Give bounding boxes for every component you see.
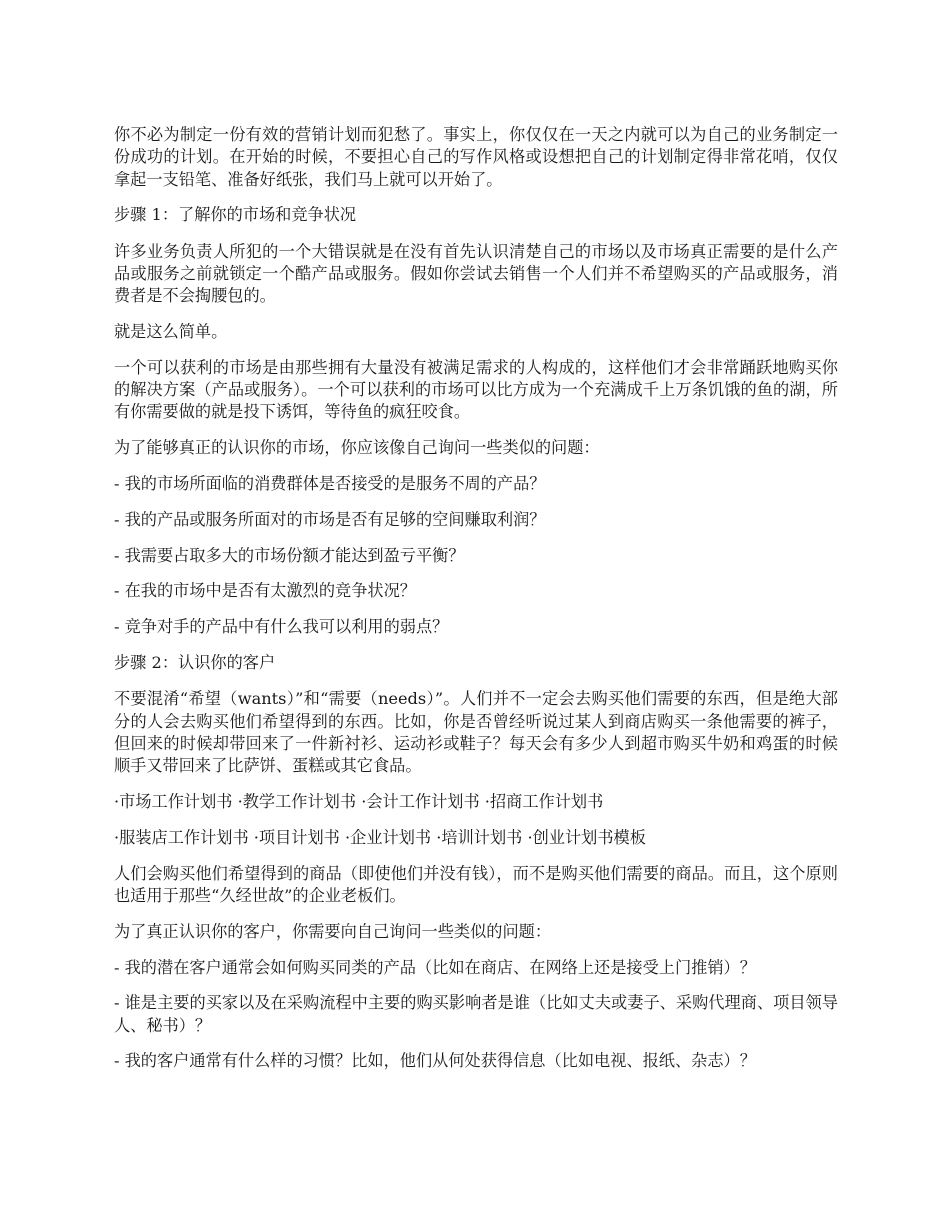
wants-needs-paragraph: 不要混淆“希望（wants）”和“需要（needs）”。人们并不一定会去购买他们需要的东西，但是绝大部分的人会去购买他们希望得到的东西。比如，你是否曾经听说过某人到商店购买一条他需要的裤子，但回来的时候却带回来了一件新衬衫、运动衫或鞋子？每天会有多少人到超市购买牛奶和鸡蛋的时候顺手又带回来了比萨饼、蛋糕或其它食品。 (114, 689, 838, 776)
related-plans-links-1[interactable]: ·市场工作计划书 ·教学工作计划书 ·会计工作计划书 ·招商工作计划书 (114, 792, 604, 812)
market-question-item: - 我的市场所面临的消费群体是否接受的是服务不周的产品？ (114, 474, 546, 494)
step-1-heading: 步骤 1：了解你的市场和竞争状况 (114, 205, 357, 225)
customer-question-item: - 我的潜在客户通常会如何购买同类的产品（比如在商店、在网络上还是接受上门推销）？ (114, 957, 756, 977)
market-question-item: - 我需要占取多大的市场份额才能达到盈亏平衡？ (114, 545, 465, 565)
buying-behavior-paragraph: 人们会购买他们希望得到的商品（即使他们并没有钱），而不是购买他们需要的商品。而且，这个原则也适用于那些“久经世故”的企业老板们。 (114, 863, 838, 905)
intro-paragraph: 你不必为制定一份有效的营销计划而犯愁了。事实上，你仅仅在一天之内就可以为自己的业务制定一份成功的计划。在开始的时候，不要担心自己的写作风格或设想把自己的计划制定得非常花哨，仅仅拿起一支铅笔、准备好纸张，我们马上就可以开始了。 (114, 125, 838, 189)
document-body (114, 124, 838, 1086)
simple-paragraph: 就是这么简单。 (114, 322, 228, 342)
profitable-market-paragraph: 一个可以获利的市场是由那些拥有大量没有被满足需求的人构成的，这样他们才会非常踊跃地购买你的解决方案（产品或服务）。一个可以获利的市场可以比方成为一个充满成千上万条饥饿的鱼的湖，所有你需要做的就是投下诱饵，等待鱼的疯狂咬食。 (114, 357, 838, 422)
market-question-item: - 我的产品或服务所面对的市场是否有足够的空间赚取利润？ (114, 509, 546, 529)
market-question-item: - 竞争对手的产品中有什么我可以利用的弱点？ (114, 617, 449, 637)
market-questions-intro: 为了能够真正的认识你的市场，你应该像自己询问一些类似的问题： (114, 438, 600, 458)
customer-question-item: - 我的客户通常有什么样的习惯？比如，他们从何处获得信息（比如电视、报纸、杂志）？ (114, 1051, 756, 1071)
market-mistake-paragraph: 许多业务负责人所犯的一个大错误就是在没有首先认识清楚自己的市场以及市场真正需要的是什么产品或服务之前就锁定一个酷产品或服务。假如你尝试去销售一个人们并不希望购买的产品或服务，消费者是不会掏腰包的。 (114, 241, 838, 306)
step-2-heading: 步骤 2：认识你的客户 (114, 653, 276, 673)
customer-question-item: - 谁是主要的买家以及在采购流程中主要的购买影响者是谁（比如丈夫或妻子、采购代理商、项目领导人、秘书）？ (114, 993, 838, 1035)
related-plans-links-2[interactable]: ·服装店工作计划书 ·项目计划书 ·企业计划书 ·培训计划书 ·创业计划书模板 (114, 827, 646, 847)
market-question-item: - 在我的市场中是否有太激烈的竞争状况？ (114, 581, 416, 601)
customer-questions-intro: 为了真正认识你的客户，你需要向自己询问一些类似的问题： (114, 921, 552, 941)
